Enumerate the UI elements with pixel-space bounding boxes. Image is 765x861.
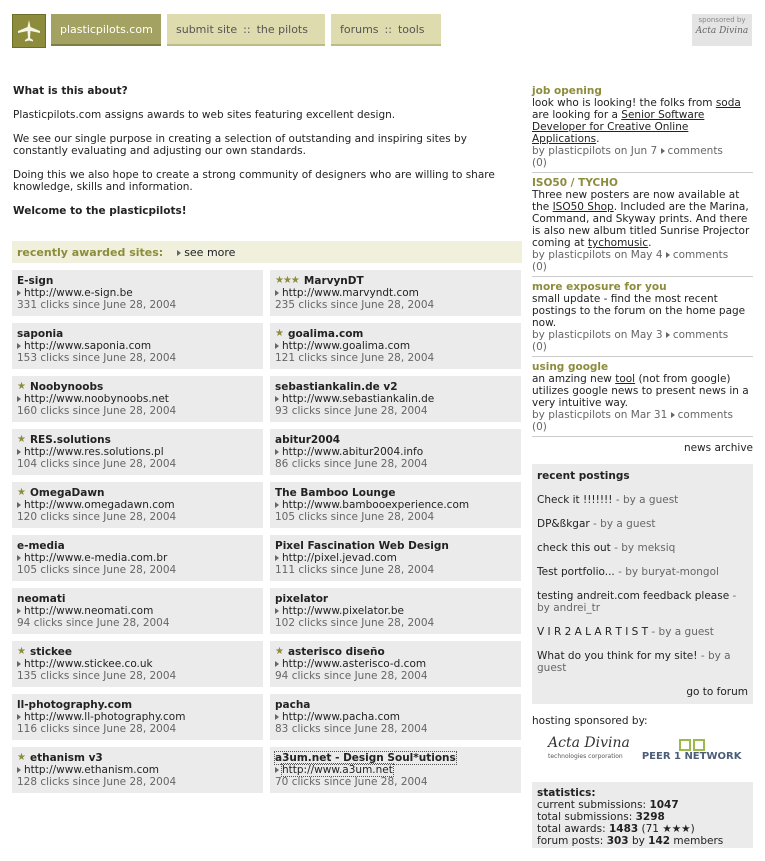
sponsor-badge-logo: Acta Divina	[695, 26, 749, 36]
awarded-site-card	[12, 535, 263, 581]
arrow-right-icon	[666, 252, 670, 258]
posting-item[interactable]	[537, 518, 748, 530]
site-name[interactable]	[17, 699, 258, 711]
arrow-right-icon	[275, 661, 279, 667]
site-url-link[interactable]	[17, 658, 258, 670]
awarded-site-card	[270, 588, 521, 634]
site-clicks: 116 clicks since June 28, 2004	[17, 723, 177, 735]
arrow-right-icon	[666, 332, 670, 338]
awarded-site-card	[12, 376, 263, 422]
awarded-site-card	[270, 429, 521, 475]
awarded-site-card	[270, 641, 521, 687]
news-body: look who is looking! the folks from soda are looking for a Senior Software Developer for Creative Online Applications.	[532, 97, 741, 145]
nav-separator: ::	[243, 22, 251, 36]
site-url-text: http://www.marvyndt.com	[282, 287, 419, 299]
intro-section	[13, 85, 523, 229]
arrow-right-icon	[17, 608, 21, 614]
site-name[interactable]	[17, 328, 258, 340]
site-name-text: stickee	[29, 646, 73, 658]
site-url-link[interactable]	[17, 287, 258, 299]
posting-title: V I R 2 A L A R T I S T	[537, 626, 649, 638]
posting-author: - by buryat-mongol	[614, 566, 719, 578]
awarded-site-card	[12, 270, 263, 316]
news-title[interactable]: more exposure for you	[532, 281, 667, 293]
go-to-forum-link[interactable]: go to forum	[686, 686, 748, 698]
posting-item[interactable]	[537, 650, 748, 674]
see-more-link[interactable]	[177, 246, 235, 259]
site-name-text: neomati	[17, 593, 66, 605]
nav-home[interactable]	[51, 14, 161, 46]
site-url-text: http://www.noobynoobs.net	[24, 393, 169, 405]
site-url-link[interactable]	[275, 287, 516, 299]
hosting-sponsors	[532, 715, 753, 763]
site-clicks: 235 clicks since June 28, 2004	[275, 299, 435, 311]
awarded-site-card	[270, 323, 521, 369]
awarded-site-card	[12, 429, 263, 475]
arrow-right-icon	[275, 343, 279, 349]
site-url-link[interactable]	[17, 764, 258, 776]
nav-home-label: plasticpilots.com	[60, 22, 153, 36]
recent-postings-panel	[532, 464, 753, 704]
site-clicks: 120 clicks since June 28, 2004	[17, 511, 177, 523]
news-byline: by plasticpilots on May 3 comments	[532, 329, 729, 341]
intro-welcome: Welcome to the plasticpilots!	[13, 205, 187, 217]
site-clicks: 86 clicks since June 28, 2004	[275, 458, 428, 470]
site-name[interactable]	[275, 646, 516, 658]
news-link[interactable]: soda	[715, 97, 741, 109]
site-name[interactable]	[275, 381, 516, 393]
site-clicks: 160 clicks since June 28, 2004	[17, 405, 177, 417]
awarded-site-card	[270, 270, 521, 316]
awarded-site-card	[270, 376, 521, 422]
site-url-text: http://www.neomati.com	[24, 605, 154, 617]
site-url-link[interactable]	[17, 499, 258, 511]
award-star-icon: ★	[275, 646, 283, 657]
arrow-right-icon	[17, 343, 21, 349]
site-url-text: http://www.a3um.net	[282, 764, 393, 776]
site-name[interactable]	[17, 752, 258, 764]
award-star-icon: ★	[17, 646, 25, 657]
nav-forums[interactable]: forums	[340, 22, 379, 36]
site-name[interactable]	[17, 275, 258, 287]
site-name[interactable]	[17, 646, 258, 658]
peer1-name: PEER 1 NETWORK	[641, 750, 742, 762]
site-url-link[interactable]	[275, 446, 516, 458]
awarded-site-card	[270, 694, 521, 740]
nav-submit-pilots	[167, 14, 325, 46]
recently-awarded-header	[12, 241, 522, 263]
comment-count: (0)	[532, 421, 547, 433]
site-name-text: ll-photography.com	[17, 699, 133, 711]
sponsor-badge-label: sponsored by	[698, 16, 746, 24]
site-name-text: RES.solutions	[29, 434, 111, 446]
arrow-right-icon	[671, 412, 675, 418]
site-clicks: 70 clicks since June 28, 2004	[275, 776, 428, 788]
site-name[interactable]	[275, 593, 516, 605]
acta-divina-tagline: technologies corporation	[548, 753, 623, 760]
news-byline: by plasticpilots on Jun 7 comments	[532, 145, 723, 157]
site-url-text: http://www.asterisco-d.com	[282, 658, 427, 670]
arrow-right-icon	[17, 714, 21, 720]
arrow-right-icon	[661, 148, 665, 154]
award-star-icon: ★	[17, 487, 25, 498]
arrow-right-icon	[275, 714, 279, 720]
posting-author: - by a guest	[589, 518, 656, 530]
intro-paragraph-2: We see our single purpose in creating a selection of outstanding and inspiring sites by constantly evaluating and adjusting our own standards.	[13, 133, 467, 157]
stat-total-submissions: total submissions: 3298	[537, 811, 665, 823]
hosting-label: hosting sponsored by:	[532, 715, 648, 727]
site-name-text: e-media	[17, 540, 65, 552]
site-name-text: goalima.com	[287, 328, 364, 340]
comment-count: (0)	[532, 261, 547, 273]
recent-postings-title: recent postings	[537, 470, 630, 482]
posting-item[interactable]	[537, 590, 748, 614]
comments-link[interactable]: comments	[661, 145, 723, 157]
arrow-right-icon	[275, 502, 279, 508]
news-body: Three new posters are now available at the ISO50 Shop. Included are the Marina, Command, and Skyway prints. And there is also new album titled Sunrise Projector coming at tychomusic.	[532, 189, 750, 249]
statistics-panel	[532, 782, 753, 848]
recent-postings-list	[537, 494, 748, 674]
nav-submit-site[interactable]: submit site	[176, 22, 238, 36]
news-link[interactable]: tool	[615, 373, 636, 385]
site-url-link[interactable]	[17, 711, 258, 723]
site-url-text: http://www.e-media.com.br	[24, 552, 168, 564]
news-link[interactable]: tychomusic	[587, 237, 649, 249]
site-url-link[interactable]	[275, 499, 516, 511]
site-clicks: 102 clicks since June 28, 2004	[275, 617, 435, 629]
site-url-text: http://www.stickee.co.uk	[24, 658, 153, 670]
site-clicks: 135 clicks since June 28, 2004	[17, 670, 177, 682]
posting-author: - by a guest	[612, 494, 679, 506]
news-link[interactable]: ISO50 Shop	[552, 201, 614, 213]
posting-title: testing andreit.com feedback please	[537, 590, 730, 602]
news-item	[532, 177, 753, 277]
site-name[interactable]	[17, 593, 258, 605]
acta-divina-name: Acta Divina	[548, 735, 630, 751]
news-item	[532, 281, 753, 357]
site-clicks: 331 clicks since June 28, 2004	[17, 299, 177, 311]
news-byline: by plasticpilots on Mar 31 comments	[532, 409, 733, 421]
site-clicks: 104 clicks since June 28, 2004	[17, 458, 177, 470]
site-name-text: E-sign	[17, 275, 54, 287]
posting-author: - by meksiq	[610, 542, 676, 554]
acta-divina-logo[interactable]	[548, 737, 630, 763]
stat-current-submissions: current submissions: 1047	[537, 799, 679, 811]
posting-item[interactable]	[537, 626, 748, 638]
award-star-icon: ★	[275, 328, 283, 339]
site-url-text: http://www.sebastiankalin.de	[282, 393, 435, 405]
news-body: an amzing new tool (not from google) utilizes google news to present news in a very intuitive way.	[532, 373, 749, 409]
news-column	[532, 85, 753, 441]
site-name[interactable]	[17, 434, 258, 446]
site-url-text: http://www.goalima.com	[282, 340, 411, 352]
site-name-text: pixelator	[275, 593, 329, 605]
news-title[interactable]: ISO50 / TYCHO	[532, 177, 618, 189]
site-name-text: OmegaDawn	[29, 487, 105, 499]
site-url-text: http://www.bambooexperience.com	[282, 499, 470, 511]
site-url-link[interactable]	[275, 711, 516, 723]
comments-link[interactable]: comments	[671, 409, 733, 421]
site-name-text: abitur2004	[275, 434, 341, 446]
sponsor-badge[interactable]	[692, 14, 752, 46]
posting-item[interactable]	[537, 494, 748, 506]
peer1-mark-icon	[679, 739, 705, 751]
news-link[interactable]: Senior Software Developer for Creative Online Applications	[532, 109, 705, 145]
site-clicks: 121 clicks since June 28, 2004	[275, 352, 435, 364]
arrow-right-icon	[275, 396, 279, 402]
awarded-site-card	[12, 747, 263, 793]
news-title[interactable]: job opening	[532, 85, 602, 97]
site-url-text: http://www.pixelator.be	[282, 605, 404, 617]
site-name-text: sebastiankalin.de v2	[275, 381, 398, 393]
posting-author: - by a guest	[537, 650, 731, 674]
site-name[interactable]	[275, 434, 516, 446]
site-url-text: http://www.omegadawn.com	[24, 499, 175, 511]
posting-item[interactable]	[537, 566, 748, 578]
news-title[interactable]: using google	[532, 361, 609, 373]
recently-awarded-title: recently awarded sites:	[17, 245, 164, 259]
airplane-icon	[16, 18, 42, 44]
site-name-text: a3um.net - Design Soul*utions	[275, 752, 456, 764]
peer1-logo[interactable]	[642, 739, 742, 762]
award-star-icon: ★	[17, 434, 25, 445]
site-clicks: 93 clicks since June 28, 2004	[275, 405, 428, 417]
site-url-text: http://www.pacha.com	[282, 711, 401, 723]
site-url-link[interactable]	[17, 605, 258, 617]
posting-author: - by andrei_tr	[537, 590, 737, 614]
award-star-icon: ★	[17, 752, 25, 763]
site-url-link[interactable]	[17, 340, 258, 352]
award-star-icon: ★	[17, 381, 25, 392]
site-name[interactable]	[17, 540, 258, 552]
comments-link[interactable]: comments	[666, 329, 728, 341]
comments-link[interactable]: comments	[666, 249, 728, 261]
arrow-right-icon	[275, 290, 279, 296]
stat-total-awards: total awards: 1483 (71 ★★★)	[537, 823, 695, 835]
posting-title: DP&ßkgar	[537, 518, 590, 530]
arrow-right-icon	[17, 555, 21, 561]
stat-forum-posts: forum posts: 303 by 142 members	[537, 835, 724, 847]
arrow-right-icon	[275, 555, 279, 561]
site-name[interactable]	[275, 540, 516, 552]
news-byline: by plasticpilots on May 4 comments	[532, 249, 729, 261]
awarded-site-card	[12, 694, 263, 740]
site-url-link[interactable]	[275, 340, 516, 352]
site-name-text: ethanism v3	[29, 752, 103, 764]
site-name-text: Pixel Fascination Web Design	[275, 540, 449, 552]
comment-count: (0)	[532, 157, 547, 169]
posting-title: check this out	[537, 542, 611, 554]
site-name[interactable]	[17, 381, 258, 393]
statistics-title: statistics:	[537, 787, 596, 799]
posting-item[interactable]	[537, 542, 748, 554]
site-clicks: 105 clicks since June 28, 2004	[17, 564, 177, 576]
arrow-right-icon	[275, 449, 279, 455]
site-url-link[interactable]	[17, 393, 258, 405]
award-star-icon: ★★★	[275, 275, 299, 286]
arrow-right-icon	[17, 767, 21, 773]
site-clicks: 128 clicks since June 28, 2004	[17, 776, 177, 788]
site-name[interactable]	[275, 328, 516, 340]
site-url-link[interactable]	[275, 552, 516, 564]
site-url-link[interactable]	[275, 764, 516, 776]
site-url-text: http://www.ll-photography.com	[24, 711, 186, 723]
site-name[interactable]	[275, 699, 516, 711]
news-body: small update - find the most recent postings to the forum on the home page now.	[532, 293, 746, 329]
site-name[interactable]	[275, 752, 516, 764]
awarded-site-card	[270, 747, 521, 793]
site-url-text: http://www.abitur2004.info	[282, 446, 424, 458]
posting-title: What do you think for my site!	[537, 650, 698, 662]
arrow-right-icon	[17, 449, 21, 455]
site-url-link[interactable]	[17, 552, 258, 564]
intro-paragraph-1: Plasticpilots.com assigns awards to web sites featuring excellent design.	[13, 109, 396, 121]
nav-tools[interactable]: tools	[397, 22, 425, 36]
arrow-right-icon	[275, 608, 279, 614]
news-archive-link[interactable]: news archive	[683, 442, 753, 454]
nav-forums-tools	[331, 14, 441, 46]
site-name[interactable]	[275, 275, 516, 287]
awarded-site-card	[12, 641, 263, 687]
arrow-right-icon	[177, 250, 181, 256]
site-url-text: http://www.saponia.com	[24, 340, 152, 352]
site-url-text: http://www.e-sign.be	[24, 287, 133, 299]
awarded-site-card	[270, 482, 521, 528]
site-name-text: asterisco diseño	[287, 646, 385, 658]
arrow-right-icon	[17, 290, 21, 296]
site-name[interactable]	[17, 487, 258, 499]
awarded-site-card	[270, 535, 521, 581]
nav-the-pilots[interactable]: the pilots	[256, 22, 308, 36]
news-item	[532, 85, 753, 173]
site-url-text: http://www.ethanism.com	[24, 764, 160, 776]
site-name-text: Noobynoobs	[29, 381, 104, 393]
awarded-site-card	[12, 323, 263, 369]
site-name-text: pacha	[275, 699, 311, 711]
site-clicks: 153 clicks since June 28, 2004	[17, 352, 177, 364]
awarded-site-card	[12, 588, 263, 634]
arrow-right-icon	[275, 767, 279, 773]
posting-title: Test portfolio...	[537, 566, 615, 578]
site-url-text: http://pixel.jevad.com	[282, 552, 397, 564]
site-name-text: saponia	[17, 328, 64, 340]
site-url-link[interactable]	[275, 605, 516, 617]
site-clicks: 105 clicks since June 28, 2004	[275, 511, 435, 523]
posting-author: - by a guest	[648, 626, 714, 638]
nav-separator: ::	[384, 22, 392, 36]
site-clicks: 94 clicks since June 28, 2004	[17, 617, 170, 629]
site-url-link[interactable]	[275, 658, 516, 670]
site-url-link[interactable]	[275, 393, 516, 405]
intro-paragraph-3: Doing this we also hope to create a strong community of designers who are willing to share knowledge, skills and information.	[13, 169, 495, 193]
intro-heading: What is this about?	[13, 85, 128, 97]
arrow-right-icon	[17, 502, 21, 508]
site-name-text: MarvynDT	[303, 275, 364, 287]
plasticpilots-logo[interactable]	[12, 14, 46, 48]
site-clicks: 83 clicks since June 28, 2004	[275, 723, 428, 735]
arrow-right-icon	[17, 396, 21, 402]
site-clicks: 111 clicks since June 28, 2004	[275, 564, 435, 576]
posting-title: Check it !!!!!!!	[537, 494, 613, 506]
site-url-link[interactable]	[17, 446, 258, 458]
site-name-text: The Bamboo Lounge	[275, 487, 396, 499]
site-clicks: 94 clicks since June 28, 2004	[275, 670, 428, 682]
see-more-label: see more	[184, 245, 236, 259]
arrow-right-icon	[17, 661, 21, 667]
news-item	[532, 361, 753, 437]
comment-count: (0)	[532, 341, 547, 353]
site-name[interactable]	[275, 487, 516, 499]
awarded-site-card	[12, 482, 263, 528]
site-url-text: http://www.res.solutions.pl	[24, 446, 164, 458]
